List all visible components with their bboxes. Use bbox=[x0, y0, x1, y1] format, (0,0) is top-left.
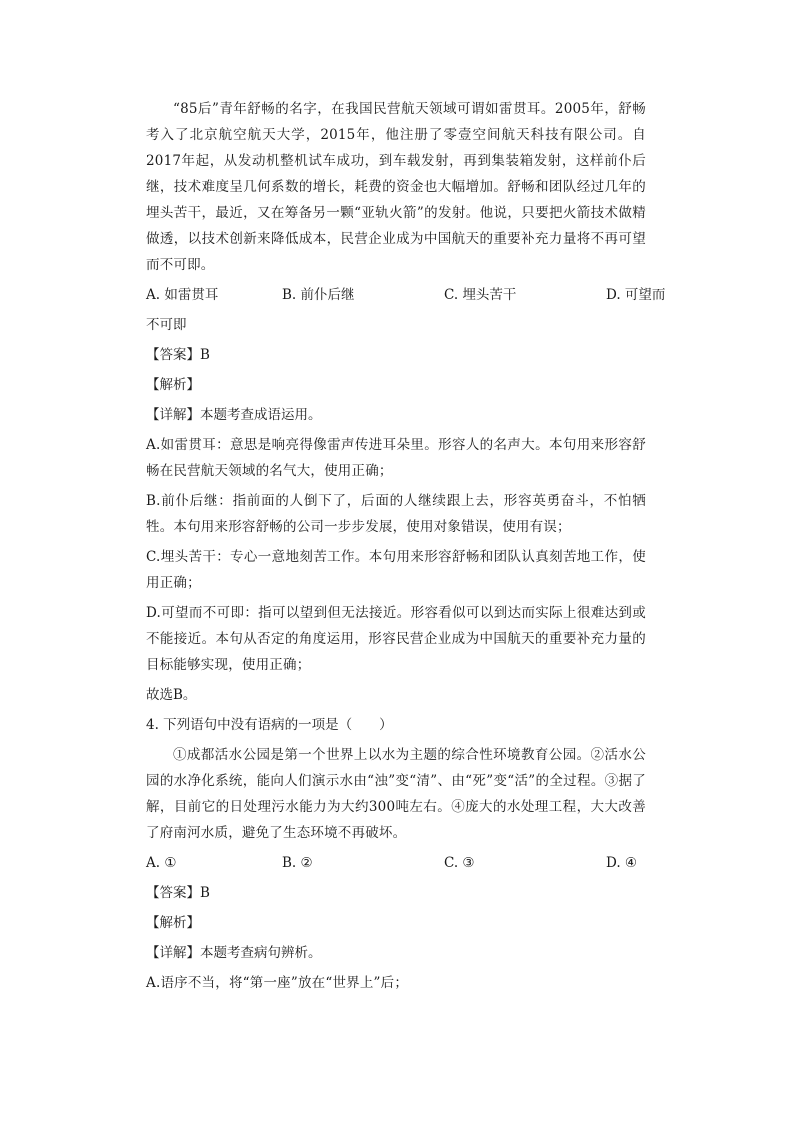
q3-answer: 【答案】B bbox=[146, 347, 210, 363]
q3-options bbox=[146, 282, 666, 308]
q3-option-b: B. 前仆后继 bbox=[282, 287, 355, 303]
q4-explain-a: A.语序不当，将“第一座”放在“世界上”后； bbox=[146, 975, 409, 991]
q4-option-a: A. ① bbox=[146, 855, 177, 871]
q4-analysis-heading: 【解析】 bbox=[146, 915, 200, 931]
q3-option-d: D. 可望而 bbox=[606, 287, 666, 303]
q3-option-c: C. 埋头苦干 bbox=[444, 287, 517, 303]
q3-explain-a: A.如雷贯耳：意思是响亮得像雷声传进耳朵里。形容人的名声大。本句用来形容舒畅在民营航天领域的名气大，使用正确； bbox=[146, 437, 646, 479]
q4-question: 4. 下列语句中没有语病的一项是（ ） bbox=[146, 717, 393, 733]
q3-explain-b: B.前仆后继：指前面的人倒下了，后面的人继续跟上去，形容英勇奋斗，不怕牺牲。本句用来形容舒畅的公司一步步发展，使用对象错误，使用有误； bbox=[146, 493, 646, 535]
q4-option-d: D. ④ bbox=[606, 855, 638, 871]
q4-detail: 【详解】本题考查病句辨析。 bbox=[146, 945, 322, 961]
q3-conclusion: 故选B。 bbox=[146, 687, 197, 703]
q4-option-c: C. ③ bbox=[444, 855, 475, 871]
q3-explain-c: C.埋头苦干：专心一意地刻苦工作。本句用来形容舒畅和团队认真刻苦地工作，使用正确； bbox=[146, 549, 646, 591]
q3-option-a: A. 如雷贯耳 bbox=[146, 287, 219, 303]
document-page bbox=[146, 96, 666, 996]
q3-explain-d: D.可望而不可即：指可以望到但无法接近。形容看似可以到达而实际上很难达到或不能接近。本句从否定的角度运用，形容民营企业成为中国航天的重要补充力量的目标能够实现，使用正确； bbox=[146, 605, 646, 673]
q3-passage: “85后”青年舒畅的名字，在我国民营航天领域可谓如雷贯耳。2005年，舒畅考入了北京航空航天大学，2015年，他注册了零壹空间航天科技有限公司。自2017年起，从发动机整机试车成功，到车载发射，再到集装箱发射，这样前仆后继，技术难度呈几何系数的增长，耗费的资金也大幅增加。舒畅和团队经过几年的埋头苦干，最近，又在筹备另一颗“亚轨火箭”的发射。他说，只要把火箭技术做精做透，以技术创新来降低成本，民营企业成为中国航天的重要补充力量将不再可望而不可即。 bbox=[146, 101, 646, 273]
q4-answer: 【答案】B bbox=[146, 885, 210, 901]
q4-option-b: B. ② bbox=[282, 855, 313, 871]
q3-analysis-heading: 【解析】 bbox=[146, 377, 200, 393]
q4-passage: ①成都活水公园是第一个世界上以水为主题的综合性环境教育公园。②活水公园的水净化系统，能向人们演示水由“浊”变“清”、由“死”变“活”的全过程。③据了解，目前它的日处理污水能力为大约300吨左右。④庞大的水处理工程，大大改善了府南河水质，避免了生态环境不再破坏。 bbox=[146, 747, 646, 841]
q3-option-d-continued: 不可即 bbox=[146, 317, 187, 333]
q3-detail: 【详解】本题考查成语运用。 bbox=[146, 407, 322, 423]
q4-options bbox=[146, 850, 646, 876]
